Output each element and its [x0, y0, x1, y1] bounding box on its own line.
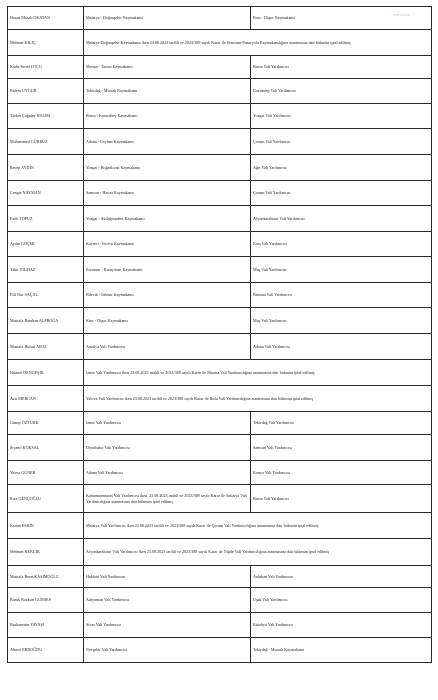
person-name-cell: Bülent UYGUR [8, 79, 84, 104]
current-post-cell: Malatya-Doğanşehir Kaymakamı iken 23.08.2023 tarihli ve 2023/388 sayılı Karar ile Erzurum-Pazaryolu Kaymakamlığına atanmasına dair hükmün iptal edilmiş [84, 30, 432, 56]
current-post-cell: Bursa - Karacabey Kaymakamı [84, 104, 251, 129]
current-post-cell: İzmir Vali Yardımcısı [84, 412, 251, 435]
table-row [8, 257, 432, 283]
current-post-cell: Afyonkarahisar Vali Yardımcısı iken 23.08.2023 tarihli ve 2023/388 sayılı Karar ile Niğde Vali Yardımcılığına atanmasına dair hükmün iptal edilmiş [84, 539, 432, 566]
table-row [8, 638, 432, 663]
person-name-cell: Mehmet KEKLİK [8, 539, 84, 566]
table-row [8, 79, 432, 104]
current-post-cell: Antalya Vali Yardımcısı [84, 334, 251, 360]
new-post-cell: Gaziantep Vali Yardımcısı [251, 79, 432, 104]
current-post-cell: Yozgat - Boğazlıyan Kaymakamı [84, 155, 251, 181]
table-row [8, 129, 432, 155]
new-post-cell: Tekirdağ Vali Yardımcısı [251, 412, 432, 435]
person-name-cell: Azir MERCAN [8, 386, 84, 412]
new-post-cell: Batman Vali Yardımcısı [251, 283, 432, 308]
new-post-cell: Adana Vali Yardımcısı [251, 334, 432, 360]
current-post-cell: Hakkari Vali Yardımcısı [84, 566, 251, 588]
table-row [8, 232, 432, 257]
person-name-cell: Elif Nur SAÇAL [8, 283, 84, 308]
table-row [8, 181, 432, 206]
person-name-cell: Mustafa Batuhan ALPBOĞA [8, 308, 84, 334]
new-post-cell: Yozgat Vali Yardımcısı [251, 104, 432, 129]
person-name-cell: Hasan Musab OKATAN [8, 7, 84, 30]
person-name-cell: Türker Çağatay HALİM [8, 104, 84, 129]
new-post-cell: Tekirdağ - Muratlı Kaymakamı [251, 638, 432, 663]
person-name-cell: Mustafa Berat KASIMOĞLU [8, 566, 84, 588]
current-post-cell: Yalova Vali Yardımcısı iken 23.08.2023 tarihli ve 2023/388 sayılı Karar ile Bolu Vali Yardımcılığına atanmasına dair hükmün iptal edilmiş [84, 386, 432, 412]
person-name-cell: Aydın GÖÇER [8, 232, 84, 257]
table-body [8, 7, 432, 663]
new-post-cell: Ağrı Vali Yardımcısı [251, 155, 432, 181]
table-row [8, 155, 432, 181]
person-name-cell: Burak Bozkurt GÜRSES [8, 588, 84, 613]
person-name-cell: Mehmet KILIÇ [8, 30, 84, 56]
new-post-cell: Kars Vali Yardımcısı [251, 232, 432, 257]
new-post-cell: Ardahan Vali Yardımcısı [251, 566, 432, 588]
person-name-cell: Siyami KÖKSAL [8, 435, 84, 461]
current-post-cell: Malatya Vali Yardımcısı iken 23.08.2023 tarihli ve 2023/388 sayılı Karar ile Çorum Vali Yardımcılığına atanmasına dair hükmün iptal edilmiş [84, 513, 432, 539]
new-post-cell: Muş Vali Yardımcısı [251, 308, 432, 334]
person-name-cell: Burhanettin YAVAŞİ [8, 613, 84, 638]
current-post-cell: Nevşehir Vali Yardımcısı [84, 638, 251, 663]
current-post-cell: Samsun - Havza Kaymakamı [84, 181, 251, 206]
table-row [8, 7, 432, 30]
current-post-cell: Yozgat - Akdağmadeni Kaymakamı [84, 206, 251, 232]
person-name-cell: Tahir YILMAZ [8, 257, 84, 283]
table-row [8, 360, 432, 386]
current-post-cell: Adıyaman Vali Yardımcısı [84, 588, 251, 613]
table-row [8, 461, 432, 485]
table-row [8, 283, 432, 308]
current-post-cell: Kahramanmaraş Vali Yardımcısı iken, 23.08.2023 tarihli ve 2023/388 sayılı Karar ile Sakarya Vali Yardımcılığına atanmasına dair hükmün iptal edilmiş [84, 485, 251, 513]
person-name-cell: Hikmet DENGEŞİK [8, 360, 84, 386]
table-row [8, 206, 432, 232]
person-name-cell: Kadir Sertel OTCU [8, 56, 84, 79]
watermark: memurlar [393, 12, 410, 17]
table-row [8, 56, 432, 79]
current-post-cell: Bilecik - İnhisar Kaymakamı [84, 283, 251, 308]
new-post-cell: Bursa Vali Yardımcısı [251, 56, 432, 79]
current-post-cell: Kars - Digor Kaymakamı [84, 308, 251, 334]
new-post-cell: Bursa Vali Yardımcısı [251, 485, 432, 513]
new-post-cell: Çorum Vali Yardımcısı [251, 181, 432, 206]
table-row [8, 104, 432, 129]
person-name-cell: Fatih TOPUZ [8, 206, 84, 232]
table-row [8, 513, 432, 539]
current-post-cell: Adana - Ceyhan Kaymakamı [84, 129, 251, 155]
person-name-cell: Günay ÖZTÜRK [8, 412, 84, 435]
table-row [8, 539, 432, 566]
current-post-cell: Kayseri - İncesu Kaymakamı [84, 232, 251, 257]
table-row [8, 435, 432, 461]
current-post-cell: Tekirdağ - Muratlı Kaymakamı [84, 79, 251, 104]
person-name-cell: Recep AYDIN [8, 155, 84, 181]
current-post-cell: Adana Vali Yardımcısı [84, 461, 251, 485]
new-post-cell: Afyonkarahisar Vali Yardımcısı [251, 206, 432, 232]
person-name-cell: Kenan ESKİN [8, 513, 84, 539]
current-post-cell: Malatya - Doğanşehir Kaymakamı [84, 7, 251, 30]
person-name-cell: Ahmet ERDOĞDU [8, 638, 84, 663]
person-name-cell: Muhammed GÜRBÜZ [8, 129, 84, 155]
new-post-cell: Konya Vali Yardımcısı [251, 461, 432, 485]
current-post-cell: İzmir Vali Yardımcısı iken 23.08.2023 tarihli ve 2023/388 sayılı Karar ile Manisa Vali Yardımcılığına atanmasına dair hükmün iptal edilmiş [84, 360, 432, 386]
appointment-table [7, 6, 432, 663]
new-post-cell: Kars - Digor Kaymakamı [251, 7, 432, 30]
person-name-cell: Yavuz GÜNER [8, 461, 84, 485]
table-row [8, 588, 432, 613]
table-row [8, 308, 432, 334]
table-row [8, 30, 432, 56]
person-name-cell: Rıza GENÇOĞLU [8, 485, 84, 513]
table-row [8, 566, 432, 588]
new-post-cell: Samsun Vali Yardımcısı [251, 435, 432, 461]
table-row [8, 334, 432, 360]
person-name-cell: Cengiz NAYMAN [8, 181, 84, 206]
person-name-cell: Mustafa Hulusi ARAT [8, 334, 84, 360]
new-post-cell: Muş Vali Yardımcısı [251, 257, 432, 283]
document-page [7, 6, 431, 663]
table-row [8, 412, 432, 435]
table-row [8, 613, 432, 638]
table-row [8, 386, 432, 412]
table-row [8, 485, 432, 513]
new-post-cell: Çorum Vali Yardımcısı [251, 129, 432, 155]
current-post-cell: Sivas Vali Yardımcısı [84, 613, 251, 638]
current-post-cell: Diyarbakır Vali Yardımcısı [84, 435, 251, 461]
current-post-cell: Mersin - Tarsus Kaymakamı [84, 56, 251, 79]
current-post-cell: Erzurum - Karaçoban Kaymakamı [84, 257, 251, 283]
new-post-cell: Kütahya Vali Yardımcısı [251, 613, 432, 638]
new-post-cell: Uşak Vali Yardımcısı [251, 588, 432, 613]
